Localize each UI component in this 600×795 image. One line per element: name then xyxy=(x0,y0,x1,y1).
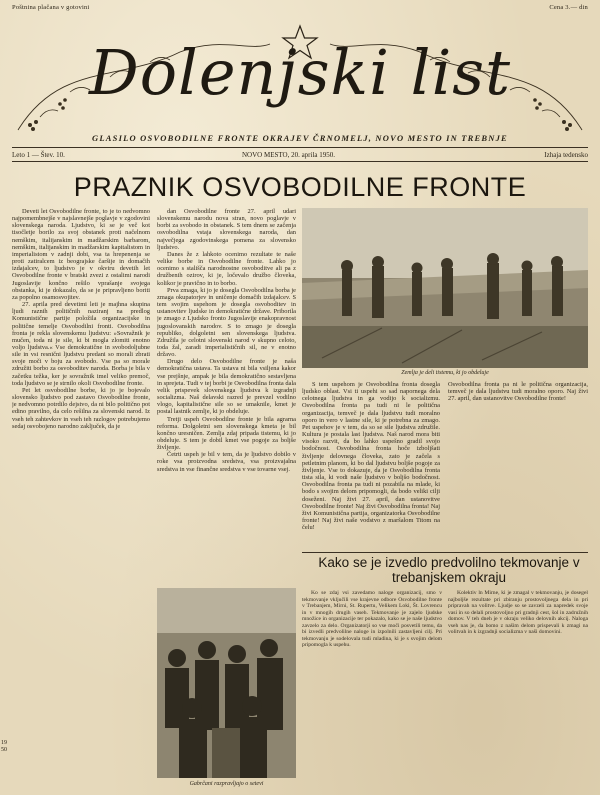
paragraph: dan Osvobodilne fronte 27. april udari slovenskemu narodu nova stran, novo poglavje v borbi za svobodo in obstanek. S tem dnem se začenja osvobodilna vstaja slovenskega naroda, dan največjega zgodovinskega pomena za slovensko ljudstvo. xyxy=(157,208,296,251)
article-main-col1 xyxy=(12,208,150,786)
photo-caption-bottom: Gabrčani razpravljajo o setevi xyxy=(189,781,264,787)
paragraph: Kolektiv ln Mirne, ki je zmagal v tekmovanju, je dosegel najboljše rezultate pri zbiranju prostovoljnega dela in pri pripravah na volitve. Ljudje so se zavzeli za napredek svoje vasi in so delali prostovoljno pri gradnji cest, šol in zadružnih domov. V teh dneh je v okraju veliko delovnih akcij. Naloga vseh nas je, da bomo z našim delom prispevali k zmagi na volitvah in k izgradnji socializma v naši domovini. xyxy=(448,590,588,635)
paragraph: Tretji uspeh Osvobodilne fronte je bila agrarna reforma. Dolgoletni sen slovenskega kmeta je bil končno uresničen. Zemlja zdaj pripada tistemu, ki jo obdeluje. S tem je dobil kmet vse pogoje za boljše življenje. xyxy=(157,415,296,452)
paragraph: S tem uspehom je Osvobodilna fronta dosegla ljudsko oblast. Vsi ti uspehi so sad napornega dela celotnega ljudstva in ga vodijo k socializmu. Osvobodilna fronta pa tudi ni le politična organizacija, temveč je dala ljudstvu tudi moralno oporo in vero v lastne sile, ki je potrebna za zmago. Pet uspehov je v tem, da so se sile ljudstva združile. Kultura je postala last ljudstva. Naš narod mora biti visoko razvit, da bo lahko uspešno gradil svojo bodočnost. Osvobodilna fronta hoče izboljšati življenje delovnega človeka, zato je začela s petletnim planom, ki bo dal ljudstvu boljše pogoje za življenje. Vse to dokazuje, da je Osvobodilna fronta tista sila, ki vodi naše ljudstvo v boljšo bodočnost. Osvobodilna fronta pa tudi ni pozabila na mlade, ki bodo s svojim delom pripomogli, da bodo veliki cilji doseženi. Naj živi 27. april, dan ustanovitve Osvobodilne fronte! Naj živi Osvobodilna fronta! Naj živi Komunistična partija, organizatorka Osvobodilne fronte! Naj živi naše vodstvo z maršalom Titom na čelu! xyxy=(302,381,440,532)
paragraph: Drugo delo Osvobodilne fronte je naša demokratična ustava. Ta ustava ni bila vsiljena kakor vse prejšnje, ampak je bila demokratično sestavljena in sprejeta. Tudi v tej borbi je Osvobodilna fronta dala velik prispevek slovenskega ljudstva k izgradnji socializma. Naš delavski razred je prevzel vodilno vlogo, kapitalistične sile so se umaknile, kmet je postal lastnik zemlje, ki jo obdeluje. xyxy=(157,358,296,416)
paragraph: 27. aprila pred devetimi leti je majhna skupina ljudi raznih političnih naziranj na predlog Komunistične partije položila organizacijske in politične temelje Osvobodilni fronti. Osvobodilna fronta je rekla slovenskemu ljudstvu: »Sovražnik je mučen, toda ni je sile, ki bi mogla zlomiti enotno voljo ljudstva.« Vse demokratične in svobodoljubne sile in vsi resnični ljudstvu predani so morali zbrati svoje moči v boju za svobodo. Vse pa so morale združiti borbo za osvoboditev naroda. Borba je bila v začetku težka, ker je sovražnik imel veliko premoč, toda ljudstvo se je strnilo okoli Osvobodilne fronte. xyxy=(12,301,150,387)
second-headline: Kako se je izvedlo predvolilno tekmovanje v trebanjskem okraju xyxy=(318,555,580,585)
margin-marks: 19 50 xyxy=(1,740,7,753)
price-label: Cena 3.— din xyxy=(549,4,588,11)
people-photo-image xyxy=(157,588,296,778)
paragraph: Deveti let Osvobodilne fronte, to je to nedvomno najpomembnejše v najslavnejše poglavje v zgodovini slovenskega naroda. Ljudstvo, ki se je več kot tisočletje borilo za svoj obstanek proti načelnom nemškim, italijanskim in madžarskim barbarom, nemškim, italijanskim in madžarskim kapitalistom in imperialistom v zadnji dobi, vsa ta hrepenenja se proti zatiralcem iz beograjske čaršije in domačih izdajalcev, to ljudstvo je v okviru devetih let Osvobodilne fronte v bratski zvezi z ostalimi narodi Jugoslavije končno rešilo vprašanje svojega obstanka, ki je dokazalo, da se je pripravljeno boriti za popolno osamosvojitev. xyxy=(12,208,150,301)
masthead-title: Dolenjski list xyxy=(88,36,512,109)
paragraph: Pet let osvobodilne borbe, ki jo je bojevalo slovensko ljudstvo pod zastavo Osvobodilne fronte, je nedvomno potrdilo dejstvo, da ni bilo politično pot edino pravilno, da celo rešilna za slovenski narod. Iz vseh teh zahtevkov in vseh teh razlogov potrebujemo sedaj osvobojeno narodno zaključek, da je xyxy=(12,386,150,430)
postage-note: Poštnina plačana v gotovini xyxy=(12,4,90,11)
issue-number: Leto 1 — Štev. 10. xyxy=(12,151,65,159)
field-photo xyxy=(302,208,588,368)
top-rule xyxy=(12,147,588,148)
article-main-col2 xyxy=(157,208,296,582)
paragraph: Danes že z lahkoto ocenimo rezultate te naše velike borbe in Osvobodilne fronte. Lahko jo ocenimo s stališča narodnostne osvoboditve ali pa z družbenih ozirov, ki je, ločevalo družbo človeka, kolikor je pravično in to borbo. xyxy=(157,250,296,287)
masthead-subtitle: GLASILO OSVOBODILNE FRONTE OKRAJEV ČRNOMELJ, NOVO MESTO IN TREBNJE xyxy=(92,133,508,143)
photo-caption-top: Zemlja je deli tistemu, ki jo obdeluje xyxy=(401,370,489,376)
place-date: NOVO MESTO, 20. aprila 1950. xyxy=(242,151,336,159)
frequency: Izhaja tedensko xyxy=(544,151,588,159)
article-second-col1 xyxy=(302,590,442,786)
field-photo-image xyxy=(302,208,588,368)
paragraph: Ko se zdaj vsi zavedamo naloge organizacij, smo v tekmovanje vključili vse krajevne odbore Osvobodilne fronte v Trebanjem, Mirni, St. Rupertu, Velikem Loki, Št. Lovrencu in v mnogih drugih vaseh. Tekmovanje je zajelo ljudske množice in organizacije ter pokazalo, kako se je naše ljudstvo zavzelo za delo. Organizatorji so vse moči posvetili temu, da bi izvedli predvolilne naloge in izpolnili zastavljeni cilj. Pri tekmovanju je sodelovala tudi mladina, ki je s svojim delom pripomogla k uspehu. xyxy=(302,590,442,648)
paragraph-continued: Osvobodilna fronta pa ni le politična organizacija, temveč je dala ljudstvu tudi moralno oporo. Naj živi 27. april, dan ustanovitve Osvobodilne fronte! xyxy=(448,381,588,403)
paragraph: Prva zmaga, ki jo je dosegla Osvobodilna borba je zmaga okupatorjev in uničenje domačih izdajalcev. S tem svojim uspehom je dosegla osvoboditev in ustanovitev ljudske in demokratične države. Priborila je zmago z Ljudsko fronto Jugoslavije enakopravnost jugoslovanskih narodov. S to zmago je dosegla republiko, dolgoletni sen slovenskega ljudstva. Združila je celotni slovenski narod v skupno celoto, toda žal, zaradi imperialističnih sil, ne v enotno državo. xyxy=(157,286,296,359)
article-main-col4 xyxy=(448,381,588,551)
issue-bar xyxy=(12,149,588,161)
paragraph: Četrti uspeh je bil v tem, da je ljudstvo dobilo v roke vsa proizvodna sredstva, vsa proizvajalna sredstva in vse finančne sredstva v vse tovarne vsej. xyxy=(157,451,296,473)
article-main-col3 xyxy=(302,381,440,551)
main-headline: PRAZNIK OSVOBODILNE FRONTE xyxy=(73,172,527,202)
article-second-col2 xyxy=(448,590,588,786)
bottom-rule xyxy=(12,161,588,162)
section-rule xyxy=(302,552,588,553)
people-photo xyxy=(157,588,296,778)
